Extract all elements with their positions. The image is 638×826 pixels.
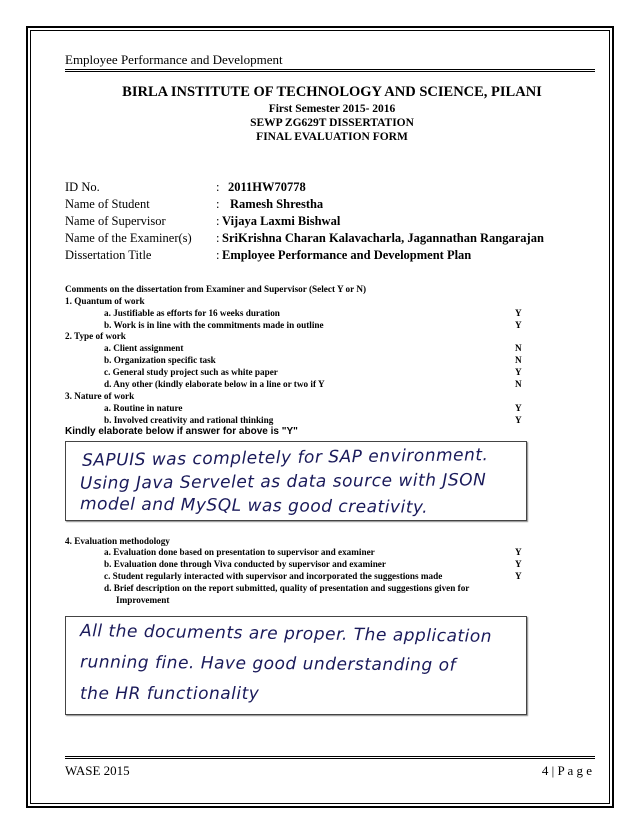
- semester: First Semester 2015- 2016: [268, 103, 396, 115]
- running-header: Employee Performance and Development: [65, 52, 283, 67]
- criterion-text: d. Any other (kindly elaborate below in a line or two if Y: [104, 379, 325, 389]
- criterion-text: b. Work is in line with the commitments made in outline: [104, 320, 324, 330]
- info-value-supervisor: Vijaya Laxmi Bishwal: [222, 214, 341, 228]
- criterion-text: a. Evaluation done based on presentation to supervisor and examiner: [104, 547, 375, 557]
- criterion-text: a. Justifiable as efforts for 16 weeks duration: [104, 308, 280, 318]
- handwritten-line: the HR functionality: [80, 684, 260, 704]
- header-rule: [65, 69, 595, 70]
- info-value-title: Employee Performance and Development Plan: [222, 248, 472, 262]
- info-colon: :: [216, 180, 220, 194]
- info-label-title: Dissertation Title: [65, 248, 152, 262]
- info-value-id: 2011HW70778: [228, 180, 306, 194]
- criterion-text: a. Client assignment: [104, 343, 184, 353]
- info-label-id: ID No.: [65, 180, 100, 194]
- info-value-student: Ramesh Shrestha: [230, 197, 324, 211]
- handwritten-line: model and MySQL was good creativity.: [79, 494, 429, 518]
- criterion-text: b. Organization specific task: [104, 355, 216, 365]
- handwritten-line: running fine. Have good understanding of: [79, 652, 457, 676]
- section-title: 2. Type of work: [65, 331, 126, 341]
- criterion-text: d. Brief description on the report submitted, quality of presentation and suggestions given for: [104, 583, 470, 593]
- criterion-answer: Y: [515, 367, 522, 377]
- criterion-answer: Y: [515, 571, 522, 581]
- criterion-text: c. Student regularly interacted with supervisor and incorporated the suggestions made: [104, 571, 443, 581]
- criterion-answer: Y: [515, 320, 522, 330]
- criterion-text-cont: Improvement: [116, 595, 170, 605]
- criterion-answer: N: [515, 355, 522, 365]
- handwritten-line: Using Java Servelet as data source with JSON: [79, 470, 487, 494]
- info-colon: :: [216, 197, 220, 211]
- footer-rule: [65, 756, 595, 757]
- elaborate-prompt: Kindly elaborate below if answer for above is "Y": [65, 426, 298, 437]
- criterion-answer: Y: [515, 415, 522, 425]
- info-value-examiners: SriKrishna Charan Kalavacharla, Jagannathan Rangarajan: [222, 231, 544, 245]
- criterion-answer: N: [515, 379, 522, 389]
- footer-rule-2: [65, 758, 595, 759]
- info-label-examiners: Name of the Examiner(s): [65, 231, 192, 245]
- form-title: FINAL EVALUATION FORM: [256, 131, 408, 143]
- institute-name: BIRLA INSTITUTE OF TECHNOLOGY AND SCIENCE, PILANI: [122, 84, 542, 100]
- page-number: 4 | P a g e: [541, 763, 592, 778]
- criterion-text: b. Involved creativity and rational thinking: [104, 415, 274, 425]
- info-label-supervisor: Name of Supervisor: [65, 214, 166, 228]
- criterion-text: c. General study project such as white paper: [104, 367, 278, 377]
- handwritten-line: All the documents are proper. The application: [79, 621, 493, 647]
- criterion-answer: Y: [515, 403, 522, 413]
- section-title: 4. Evaluation methodology: [65, 536, 170, 546]
- criterion-answer: Y: [515, 547, 522, 557]
- info-colon: :: [216, 214, 220, 228]
- info-colon: :: [216, 231, 220, 245]
- criterion-text: b. Evaluation done through Viva conducted by supervisor and examiner: [104, 559, 386, 569]
- comments-heading: Comments on the dissertation from Examiner and Supervisor (Select Y or N): [65, 284, 367, 294]
- criterion-answer: Y: [515, 308, 522, 318]
- handwritten-line: SAPUIS was completely for SAP environment.: [81, 445, 489, 471]
- info-colon: :: [216, 248, 220, 262]
- header-rule-2: [65, 71, 595, 72]
- course-code: SEWP ZG629T DISSERTATION: [250, 117, 414, 129]
- criterion-answer: Y: [515, 559, 522, 569]
- info-label-student: Name of Student: [65, 197, 150, 211]
- footer-org: WASE 2015: [65, 763, 130, 778]
- section-title: 1. Quantum of work: [65, 296, 145, 306]
- criterion-answer: N: [515, 343, 522, 353]
- section-title: 3. Nature of work: [65, 391, 135, 401]
- criterion-text: a. Routine in nature: [104, 403, 183, 413]
